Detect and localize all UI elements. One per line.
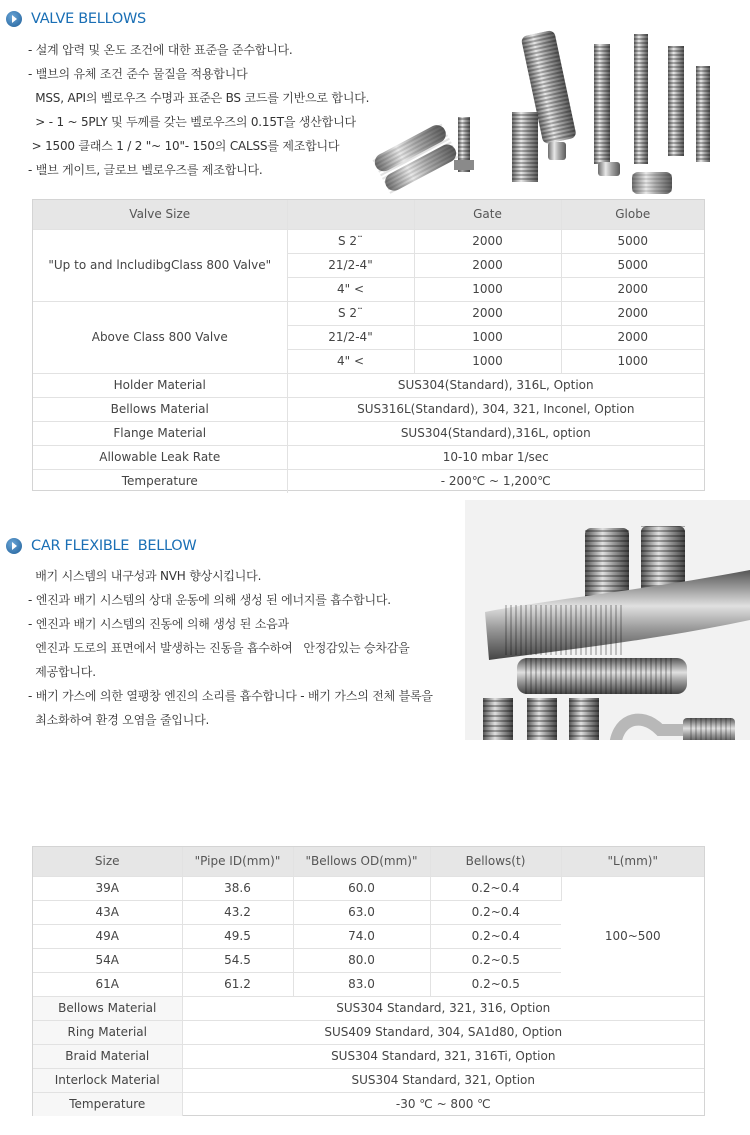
pipe-id-cell: 49.5 <box>182 924 293 948</box>
thickness-cell: 0.2~0.4 <box>430 876 561 900</box>
header-cell: Gate <box>414 200 561 229</box>
globe-cell: 2000 <box>561 277 704 301</box>
description-line: - 밸브의 유체 조건 준수 물질을 적용합니다 <box>28 67 248 81</box>
bellows-od-cell: 60.0 <box>293 876 430 900</box>
spec-label: Temperature <box>33 1092 182 1116</box>
thickness-cell: 0.2~0.5 <box>430 972 561 996</box>
gate-cell: 1000 <box>414 325 561 349</box>
car-section-header <box>6 536 196 556</box>
size-cell: S 2¨ <box>287 229 414 253</box>
arrow-bullet-icon <box>6 538 22 554</box>
size-cell: 4" < <box>287 349 414 373</box>
spec-row <box>33 445 704 469</box>
spec-value: SUS409 Standard, 304, SA1d80, Option <box>182 1020 704 1044</box>
spec-label: Temperature <box>33 469 287 493</box>
valve-description <box>28 38 369 182</box>
description-line: - 설계 압력 및 온도 조건에 대한 표준을 준수합니다. <box>28 43 293 57</box>
thickness-cell: 0.2~0.4 <box>430 924 561 948</box>
table-header-row <box>33 847 704 876</box>
description-line: 최소화하여 환경 오염을 줄입니다. <box>28 713 210 727</box>
description-line: - 엔진과 배기 시스템의 진동에 의해 생성 된 소음과 <box>28 617 289 631</box>
spec-value: SUS304(Standard),316L, option <box>287 421 704 445</box>
bellows-od-cell: 80.0 <box>293 948 430 972</box>
valve-section-header <box>6 9 146 29</box>
spec-label: Ring Material <box>33 1020 182 1044</box>
spec-row <box>33 996 704 1020</box>
header-cell: "Bellows OD(mm)" <box>293 847 430 876</box>
spec-row <box>33 469 704 493</box>
size-cell: 43A <box>33 900 182 924</box>
bellows-od-cell: 63.0 <box>293 900 430 924</box>
size-cell: 39A <box>33 876 182 900</box>
globe-cell: 5000 <box>561 253 704 277</box>
spec-row <box>33 1068 704 1092</box>
spec-row <box>33 1044 704 1068</box>
table-row <box>33 301 704 325</box>
table-header-row <box>33 200 704 229</box>
spec-label: Braid Material <box>33 1044 182 1068</box>
pipe-id-cell: 43.2 <box>182 900 293 924</box>
class-label: "Up to and lncludibgClass 800 Valve" <box>33 229 287 301</box>
gate-cell: 1000 <box>414 349 561 373</box>
header-cell: Size <box>33 847 182 876</box>
header-cell: "Pipe ID(mm)" <box>182 847 293 876</box>
valve-bellows-photo <box>372 22 712 200</box>
description-line: - 배기 가스에 의한 열팽창 엔진의 소리를 흡수합니다 - 배기 가스의 전체 블록을 <box>28 689 433 703</box>
spec-row <box>33 397 704 421</box>
spec-label: Bellows Material <box>33 996 182 1020</box>
spec-row <box>33 1020 704 1044</box>
spec-value: SUS304 Standard, 321, 316Ti, Option <box>182 1044 704 1068</box>
spec-value: 10-10 mbar 1/sec <box>287 445 704 469</box>
globe-cell: 2000 <box>561 301 704 325</box>
size-cell: 54A <box>33 948 182 972</box>
spec-row <box>33 373 704 397</box>
car-description <box>28 564 433 732</box>
valve-spec-table <box>33 200 704 493</box>
spec-row <box>33 421 704 445</box>
size-cell: 21/2-4" <box>287 253 414 277</box>
header-cell: Bellows(t) <box>430 847 561 876</box>
spec-label: Bellows Material <box>33 397 287 421</box>
spec-value: SUS304(Standard), 316L, Option <box>287 373 704 397</box>
spec-label: Interlock Material <box>33 1068 182 1092</box>
bellows-od-cell: 74.0 <box>293 924 430 948</box>
thickness-cell: 0.2~0.4 <box>430 900 561 924</box>
description-line: - 엔진과 배기 시스템의 상대 운동에 의해 생성 된 에너지를 흡수합니다. <box>28 593 391 607</box>
table-row <box>33 229 704 253</box>
spec-value: SUS304 Standard, 321, Option <box>182 1068 704 1092</box>
description-line: > 1500 클래스 1 / 2 "~ 10"- 150의 CALSS를 제조합니다 <box>28 139 340 153</box>
pipe-id-cell: 38.6 <box>182 876 293 900</box>
header-cell: "L(mm)" <box>561 847 704 876</box>
spec-label: Allowable Leak Rate <box>33 445 287 469</box>
gate-cell: 1000 <box>414 277 561 301</box>
car-bellows-photo <box>465 500 750 740</box>
section-title: VALVE BELLOWS <box>31 11 146 27</box>
spec-value: SUS304 Standard, 321, 316, Option <box>182 996 704 1020</box>
pipe-id-cell: 61.2 <box>182 972 293 996</box>
spec-value: SUS316L(Standard), 304, 321, Inconel, Option <box>287 397 704 421</box>
gate-cell: 2000 <box>414 229 561 253</box>
thickness-cell: 0.2~0.5 <box>430 948 561 972</box>
globe-cell: 2000 <box>561 325 704 349</box>
length-cell: 100~500 <box>561 876 704 996</box>
size-cell: 21/2-4" <box>287 325 414 349</box>
pipe-id-cell: 54.5 <box>182 948 293 972</box>
header-cell: Valve Size <box>33 200 287 229</box>
description-line: MSS, API의 벨로우즈 수명과 표준은 BS 코드를 기반으로 합니다. <box>28 91 370 105</box>
spec-label: Holder Material <box>33 373 287 397</box>
header-cell <box>287 200 414 229</box>
spec-row <box>33 1092 704 1116</box>
class-label: Above Class 800 Valve <box>33 301 287 373</box>
header-cell: Globe <box>561 200 704 229</box>
globe-cell: 1000 <box>561 349 704 373</box>
size-cell: 49A <box>33 924 182 948</box>
table-row <box>33 876 704 900</box>
description-line: > - 1 ~ 5PLY 및 두께를 갖는 벨로우즈의 0.15T을 생산합니다 <box>28 115 356 129</box>
globe-cell: 5000 <box>561 229 704 253</box>
spec-value: - 200℃ ~ 1,200℃ <box>440 474 551 489</box>
description-line: - 밸브 게이트, 글로브 벨로우즈를 제조합니다. <box>28 163 263 177</box>
spec-value: -30 ℃ ~ 800 ℃ <box>395 1097 491 1112</box>
description-line: 제공합니다. <box>28 665 96 679</box>
bellows-od-cell: 83.0 <box>293 972 430 996</box>
description-line: 엔진과 도로의 표면에서 발생하는 진동을 흡수하여 안정감있는 승차감을 <box>28 641 410 655</box>
size-cell: S 2¨ <box>287 301 414 325</box>
section-title: CAR FLEXIBLE BELLOW <box>31 538 197 554</box>
size-cell: 61A <box>33 972 182 996</box>
car-spec-table <box>33 847 704 1116</box>
description-line: 배기 시스템의 내구성과 NVH 향상시킵니다. <box>28 569 262 583</box>
spec-label: Flange Material <box>33 421 287 445</box>
gate-cell: 2000 <box>414 253 561 277</box>
arrow-bullet-icon <box>6 11 22 27</box>
gate-cell: 2000 <box>414 301 561 325</box>
size-cell: 4" < <box>287 277 414 301</box>
